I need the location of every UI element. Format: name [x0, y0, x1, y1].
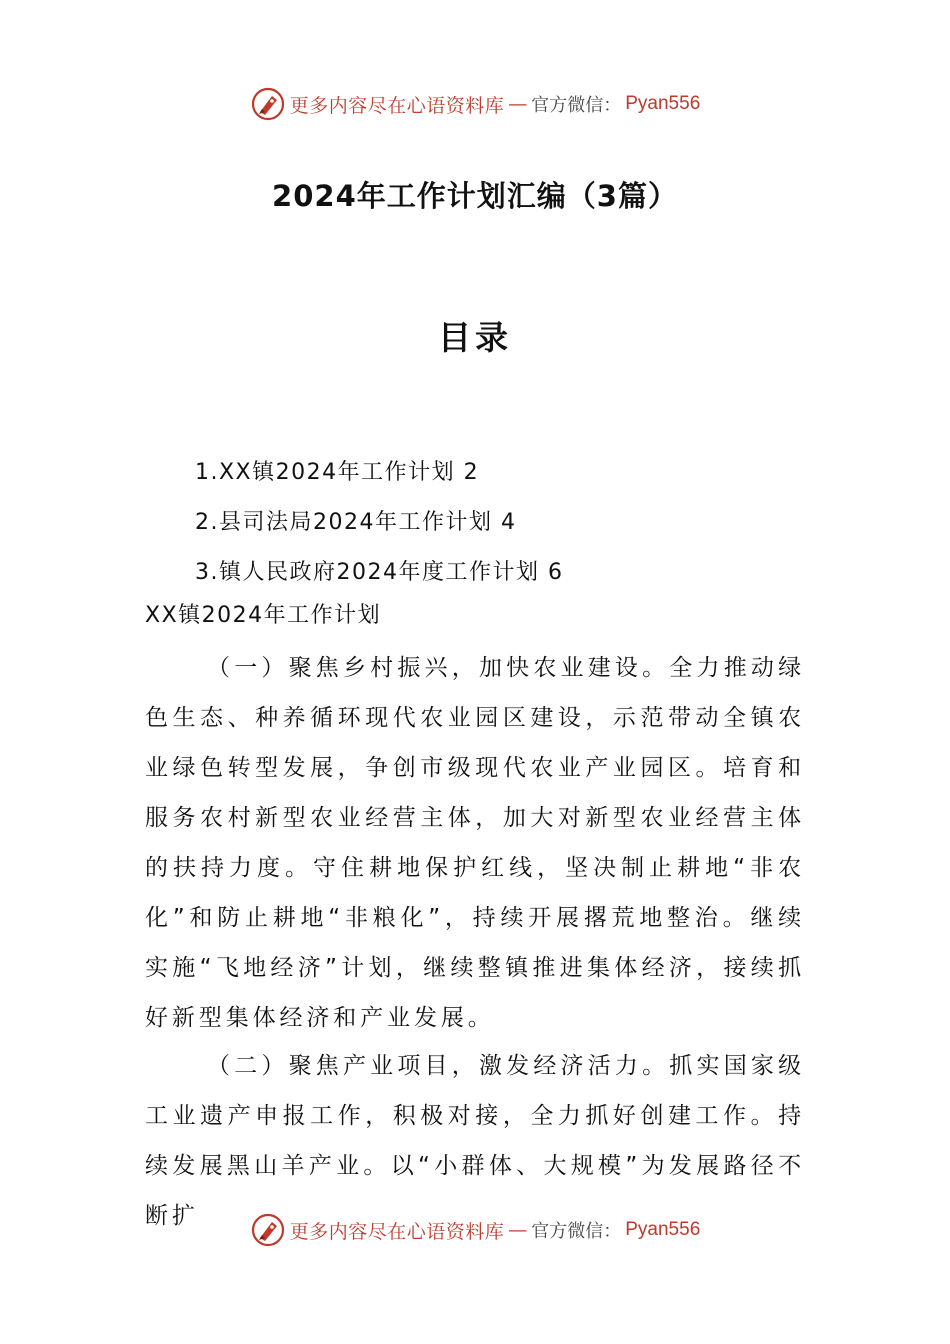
- banner-wechat-id: Pyan556: [625, 93, 701, 114]
- header-banner: [0, 84, 950, 124]
- toc-item[interactable]: 2.县司法局2024年工作计划 4: [195, 510, 517, 535]
- banner-wechat-label: 官方微信：: [531, 1221, 622, 1242]
- banner-slogan: 更多内容尽在心语资料库: [289, 1220, 505, 1243]
- banner-dash: —: [508, 93, 528, 115]
- banner-wechat-label: 官方微信：: [531, 95, 622, 116]
- document-title: 2024年工作计划汇编（3篇）: [272, 179, 678, 213]
- banner-dash: —: [508, 1219, 528, 1241]
- banner-slogan: 更多内容尽在心语资料库: [289, 94, 505, 117]
- footer-banner: [0, 1210, 950, 1250]
- toc-item[interactable]: 3.镇人民政府2024年度工作计划 6: [195, 560, 564, 585]
- toc-heading: 目录: [438, 318, 512, 357]
- toc-item[interactable]: 1.XX镇2024年工作计划 2: [195, 460, 480, 485]
- pen-nib-logo-icon: [250, 86, 286, 122]
- pen-nib-logo-icon: [250, 1212, 286, 1248]
- body-paragraph: （二）聚焦产业项目，激发经济活力。抓实国家级工业遗产申报工作，积极对接，全力抓好创建工作。持续发展黑山羊产业。以“小群体、大规模”为发展路径不断扩: [145, 1053, 805, 1229]
- body-paragraph: （一）聚焦乡村振兴，加快农业建设。全力推动绿色生态、种养循环现代农业园区建设，示范带动全镇农业绿色转型发展，争创市级现代农业产业园区。培育和服务农村新型农业经营主体，加大对新型农业经营主体的扶持力度。守住耕地保护红线，坚决制止耕地“非农化”和防止耕地“非粮化”，持续开展撂荒地整治。继续实施“飞地经济”计划，继续整镇推进集体经济，接续抓好新型集体经济和产业发展。: [145, 655, 805, 1031]
- section-title: XX镇2024年工作计划: [145, 603, 382, 628]
- toc-list: [195, 448, 563, 598]
- banner-wechat-id: Pyan556: [625, 1219, 701, 1240]
